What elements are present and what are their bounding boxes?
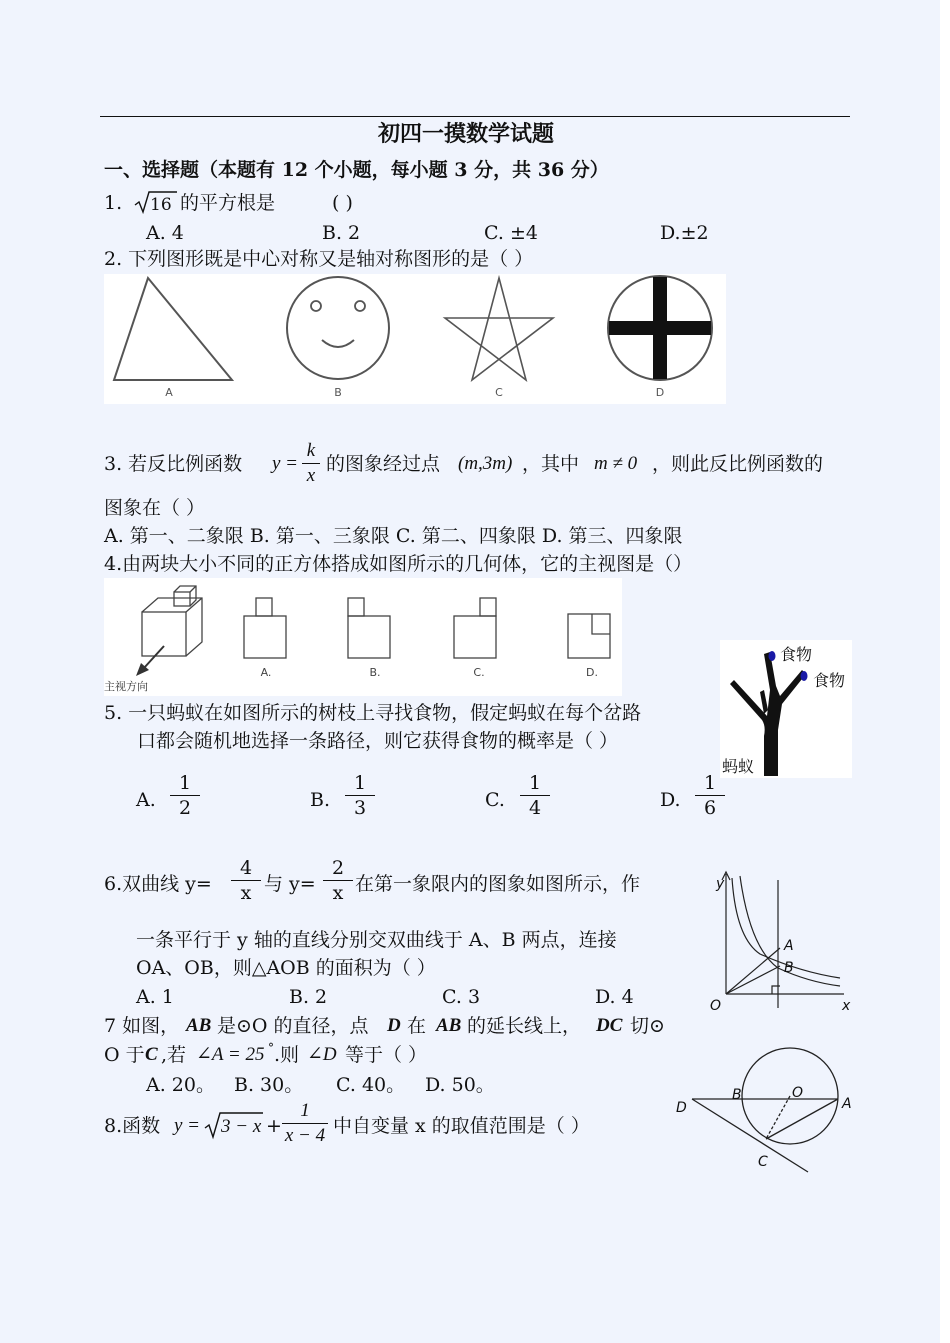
q5-option-b-frac: 1 3 — [345, 772, 375, 819]
question-4-text: 4.由两块大小不同的正方体搭成如图所示的几何体，它的主视图是（） — [104, 553, 693, 575]
q7-point-o-label: O — [792, 1085, 804, 1101]
triangle-shape — [114, 278, 232, 380]
q1-text: 的平方根是 — [180, 192, 276, 214]
q6-option-c: C. 3 — [442, 986, 481, 1008]
q4-label-b: B. — [369, 666, 381, 679]
q6-option-a: A. 1 — [136, 986, 174, 1008]
q2-figure — [104, 274, 726, 404]
q6-axis-x-label: x — [842, 998, 851, 1014]
q4-option-c-view — [454, 598, 496, 658]
q1-radicand: 16 — [150, 195, 172, 215]
q4-label-c: C. — [473, 666, 485, 679]
exam-page: 初四一摸数学试题 一、选择题（本题有 12 个小题，每小题 3 分，共 36 分） 1. 16 的平方根是 ( ) A. 4 B. 2 C. ±4 D.±2 2. 下列图形既是中心对称又是轴对称图形的是（ ） A B C D 3. 若反比例函数 y = k x 的图象经过点 (m,3m) ，其中 m ≠ 0 ，则此反比例函数的 图象在（ ） A. 第一、二象限 B. 第一、三象限 C. 第二、四象限 D. 第三、四象限 4.由两块大小不同的正方体搭成如图所示的几何体，它的主视图是（） 主视方向 A. B. C. D. 食物 食物 蚂蚁 5. 一只蚂蚁在如图所示的树枝上寻找食物，假定蚂蚁在每个岔路 口都会随机地选择一条路径，则它获得食物的概率是（ ） A. 1 2 B. 1 3 C. 1 4 D. 1 6 6.双曲线 y= 4 x 与 y= 2 x 在第一象限内的图象如图所示，作 一条平行于 y 轴的直线分别交双曲线于 A、B 两点，连接 OA、OB，则△AOB 的面积为（ ） A. 1 B. 2 C. 3 D. 4 y x O A B 7 如图， AB 是⊙O 的直径，点 D 在 AB 的延长线上， DC 切⊙ O 于 C ,若 ∠A = 25 ° .则 ∠D 等于（ ） A. 20。 B. 30。 C. 40。 D. 50。 D B O A C 8.函数 y = 3 − x + 1 x − 4 中自变量 x 的取值范围是（ ） — [0, 0, 940, 1343]
header-rule — [100, 116, 850, 117]
q4-label-d: D. — [586, 666, 598, 679]
q4-label-a: A. — [260, 666, 272, 679]
q6-frac-1: 4 x — [231, 857, 261, 904]
q2-label-b: B — [334, 386, 342, 399]
q7-option-d: D. 50。 — [425, 1074, 495, 1096]
q5-option-d-frac: 1 6 — [695, 772, 725, 819]
q4-option-b-view — [348, 598, 390, 658]
q2-label-a: A — [165, 386, 173, 399]
star-shape — [445, 278, 553, 380]
q7-option-c: C. 40。 — [336, 1074, 406, 1096]
food-label-1: 食物 — [780, 645, 813, 664]
q1-paren: ( ) — [332, 192, 353, 214]
cube-solid-drawing — [142, 586, 202, 656]
q6-frac-2: 2 x — [323, 857, 353, 904]
q3-fraction: k x — [302, 440, 320, 487]
q3-options: A. 第一、二象限 B. 第一、三象限 C. 第二、四象限 D. 第三、四象限 — [104, 525, 683, 547]
question-2-text: 2. 下列图形既是中心对称又是轴对称图形的是（ ） — [104, 248, 534, 270]
question-5-line2: 口都会随机地选择一条路径，则它获得食物的概率是（ ） — [137, 730, 619, 752]
q4-direction-label: 主视方向 — [104, 680, 148, 693]
circle-cross-shape — [608, 276, 712, 380]
q7-point-d-label: D — [676, 1100, 687, 1116]
q7-point-b-label: B — [732, 1087, 742, 1103]
q8-fraction: 1 x − 4 — [282, 1100, 328, 1147]
q6-point-a-label: A — [784, 938, 794, 954]
q4-shapes — [104, 578, 622, 696]
ant-label: 蚂蚁 — [722, 757, 755, 776]
page-title: 初四一摸数学试题 — [378, 121, 555, 147]
q6-hyperbola-figure — [690, 868, 858, 1018]
q6-point-b-label: B — [784, 960, 794, 976]
food-dot-1 — [769, 651, 776, 661]
q7-option-b: B. 30。 — [234, 1074, 304, 1096]
q6-origin-label: O — [710, 998, 722, 1014]
q1-option-c: C. ±4 — [484, 222, 538, 244]
q5-tree-figure — [720, 640, 852, 778]
q7-point-a-label: A — [842, 1096, 852, 1112]
smiley-face-shape — [287, 277, 389, 379]
q6-option-b: B. 2 — [289, 986, 328, 1008]
tree-drawing — [720, 640, 852, 778]
q4-option-a-view — [244, 598, 286, 658]
q2-label-c: C — [495, 386, 503, 399]
food-label-2: 食物 — [813, 671, 846, 690]
q7-point-c-label: C — [758, 1154, 768, 1170]
q2-shapes — [104, 274, 726, 404]
q1-option-b: B. 2 — [322, 222, 361, 244]
q8-radicand: 3 − x — [221, 1116, 262, 1137]
q2-label-d: D — [655, 386, 665, 399]
q7-circle-figure — [672, 1044, 862, 1174]
q1-option-a: A. 4 — [146, 222, 184, 244]
q4-figure — [104, 578, 622, 696]
section-heading: 一、选择题（本题有 12 个小题，每小题 3 分，共 36 分） — [104, 159, 609, 181]
q6-option-d: D. 4 — [595, 986, 634, 1008]
q5-option-a-frac: 1 2 — [170, 772, 200, 819]
q5-option-c-frac: 1 4 — [520, 772, 550, 819]
q7-option-a: A. 20。 — [146, 1074, 215, 1096]
food-dot-2 — [801, 671, 808, 681]
question-5-line1: 5. 一只蚂蚁在如图所示的树枝上寻找食物，假定蚂蚁在每个岔路 — [104, 702, 642, 724]
q1-option-d: D.±2 — [660, 222, 709, 244]
q6-axis-y-label: y — [716, 876, 725, 892]
q4-option-d-view — [568, 614, 610, 658]
